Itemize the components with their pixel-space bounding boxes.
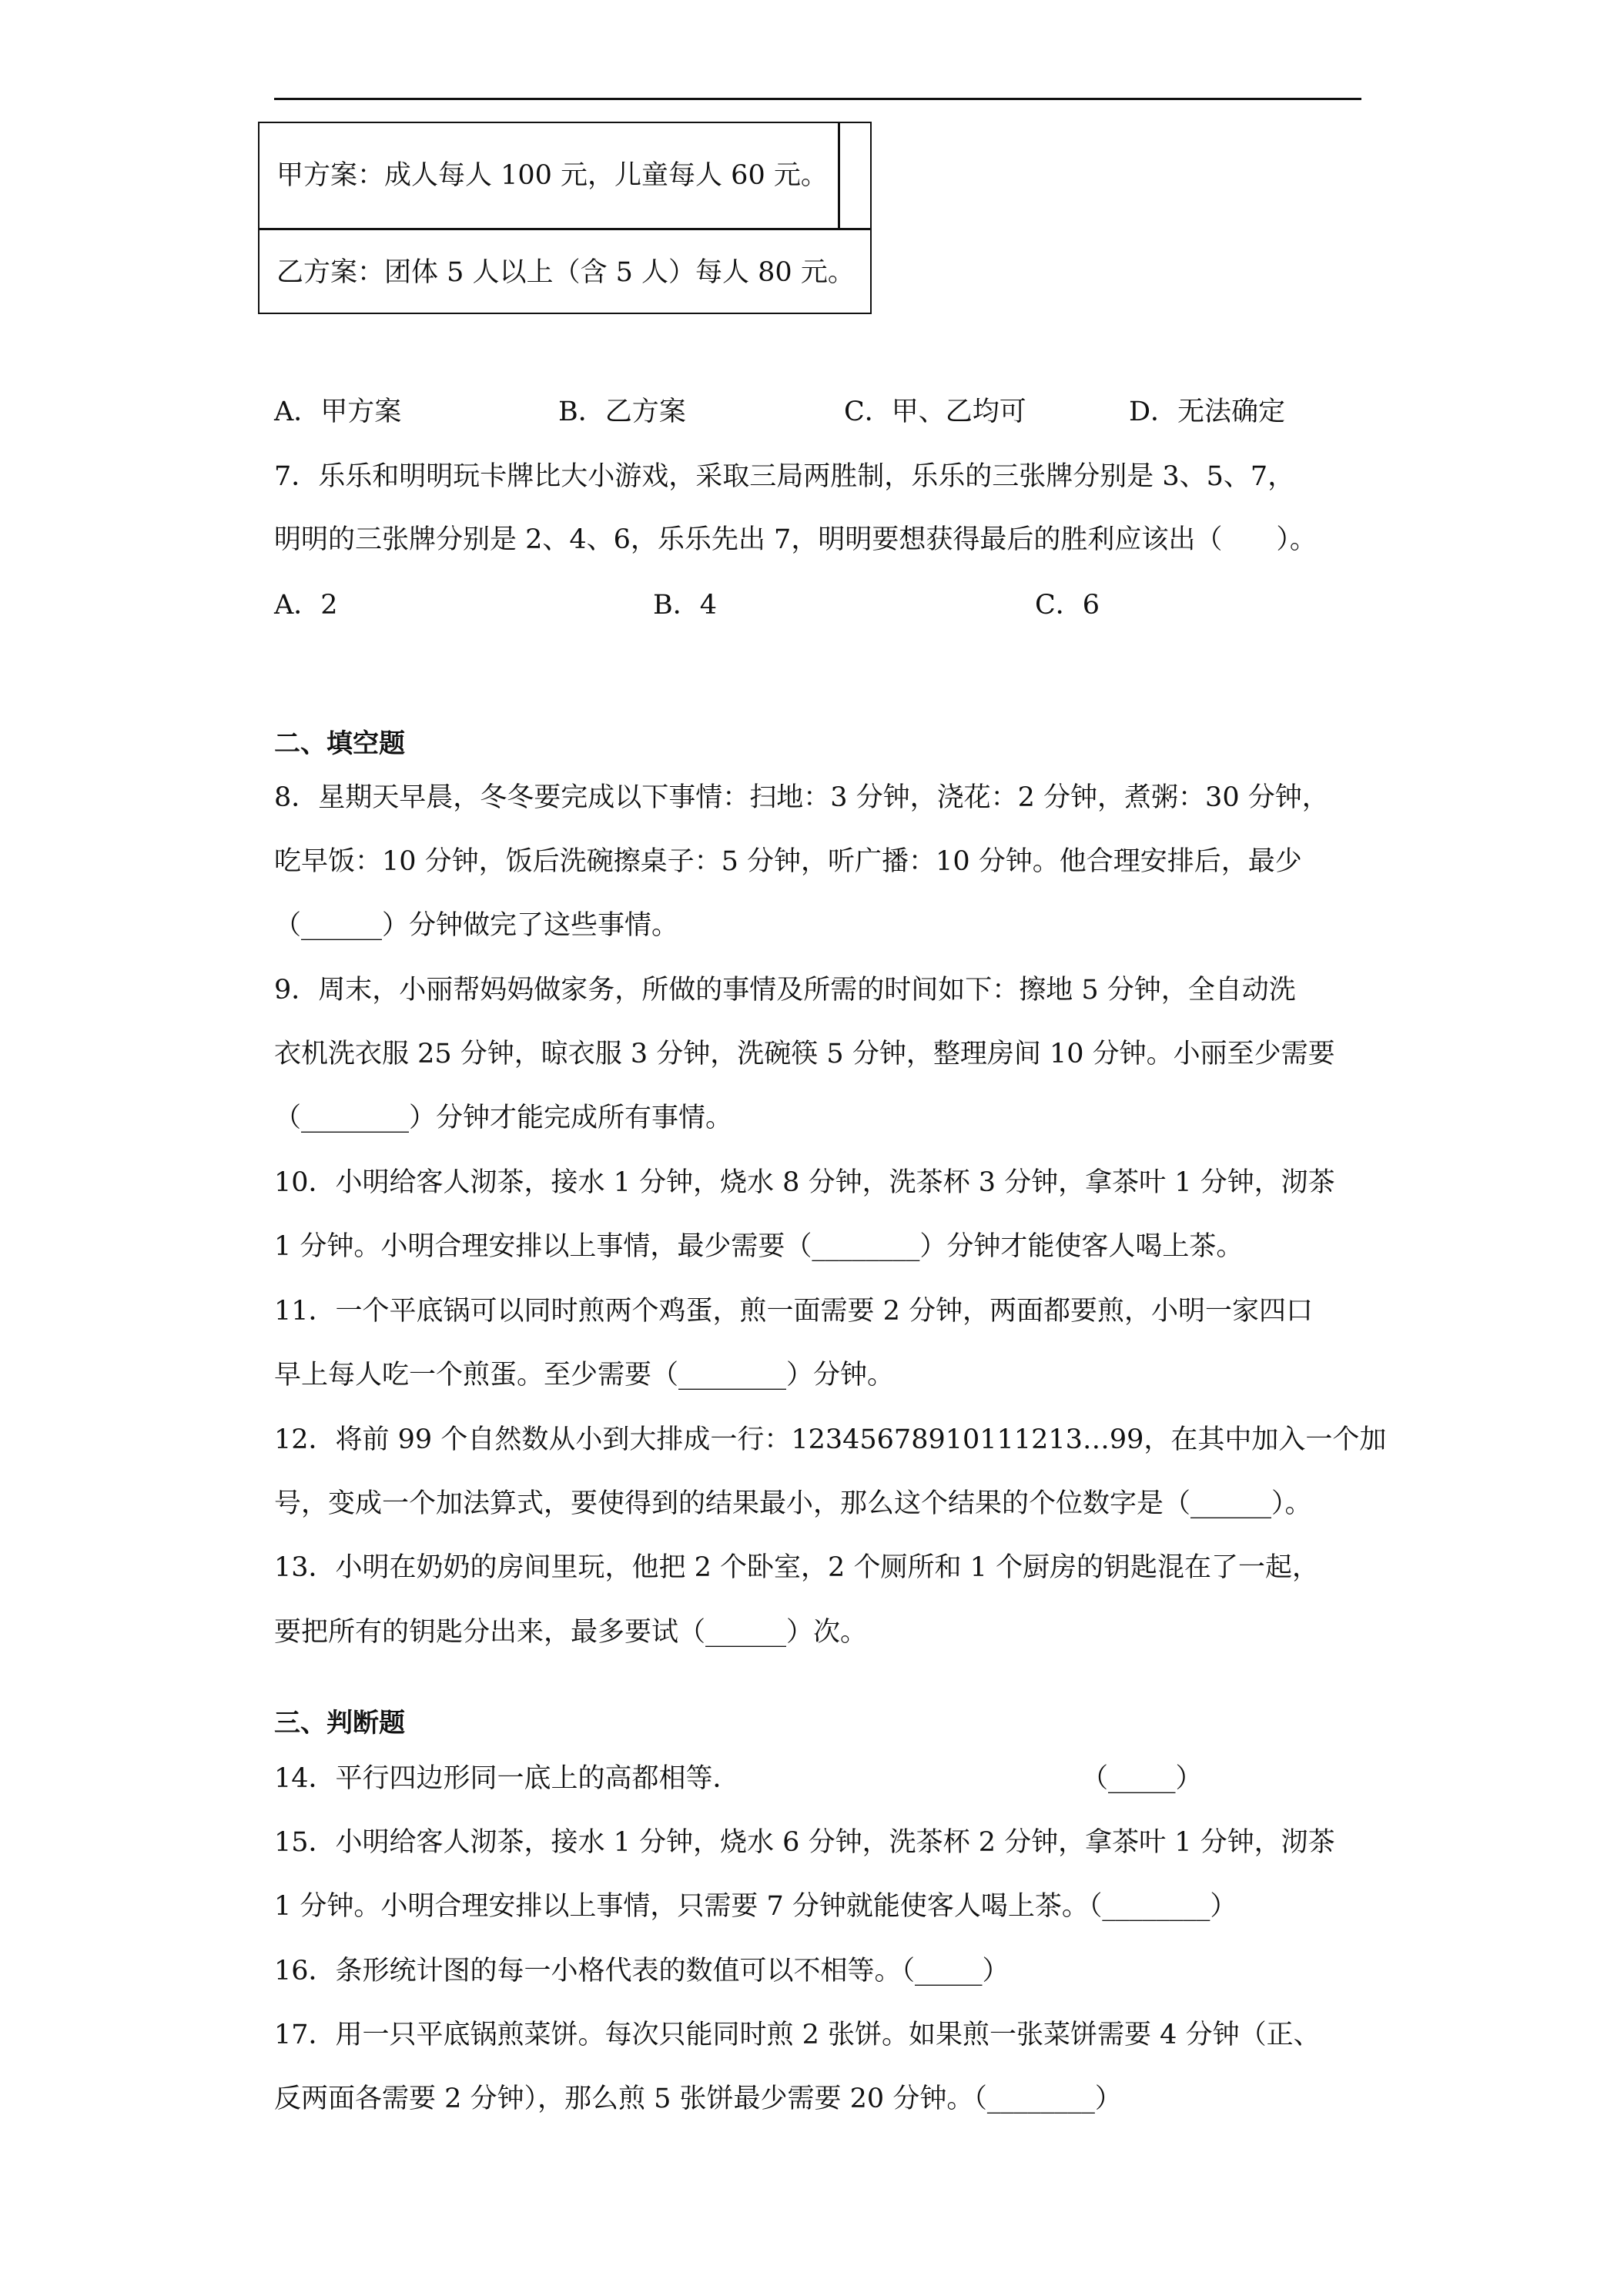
q14-text: 14．平行四边形同一底上的高都相等． [274, 1763, 740, 1794]
q15-line: 1 分钟。小明合理安排以上事情，只需要 7 分钟就能使客人喝上茶。（________） [274, 1891, 1237, 1922]
q9-line: （________）分钟才能完成所有事情。 [274, 1103, 733, 1133]
q17-line: 反两面各需要 2 分钟），那么煎 5 张饼最少需要 20 分钟。（________） [274, 2083, 1122, 2114]
plan-b-text: 乙方案：团体 5 人以上（含 5 人）每人 80 元。 [276, 257, 855, 288]
q13-line: 13．小明在奶奶的房间里玩，他把 2 个卧室，2 个厕所和 1 个厨房的钥匙混在了一起， [274, 1552, 1319, 1583]
q16-text: 16．条形统计图的每一小格代表的数值可以不相等。（_____） [274, 1956, 1010, 1986]
q12-line: 12．将前 99 个自然数从小到大排成一行：12345678910111213…99，在其中加入一个加 [274, 1424, 1387, 1455]
q17-line: 17．用一只平底锅煎菜饼。每次只能同时煎 2 张饼。如果煎一张菜饼需要 4 分钟（正、 [274, 2020, 1321, 2050]
plan-table [258, 122, 872, 314]
q10-line: 1 分钟。小明合理安排以上事情，最少需要（________）分钟才能使客人喝上茶。 [274, 1231, 1244, 1262]
header-rule [274, 98, 1361, 100]
q9-line: 衣机洗衣服 25 分钟，晾衣服 3 分钟，洗碗筷 5 分钟，整理房间 10 分钟。小丽至少需要 [274, 1039, 1335, 1069]
section-title: 三、判断题 [274, 1708, 405, 1739]
q10-line: 10．小明给客人沏茶，接水 1 分钟，烧水 8 分钟，洗茶杯 3 分钟，拿茶叶 1 分钟，沏茶 [274, 1167, 1335, 1198]
q12-line: 号，变成一个加法算式，要使得到的结果最小，那么这个结果的个位数字是（______）。 [274, 1488, 1312, 1519]
q15-line: 15．小明给客人沏茶，接水 1 分钟，烧水 6 分钟，洗茶杯 2 分钟，拿茶叶 1 分钟，沏茶 [274, 1827, 1335, 1858]
plan-a-text: 甲方案：成人每人 100 元，儿童每人 60 元。 [276, 160, 828, 191]
q6-option-c: C．甲、乙均可 [844, 397, 1026, 427]
q6-option-d: D．无法确定 [1129, 397, 1286, 427]
q9-line: 9．周末，小丽帮妈妈做家务，所做的事情及所需的时间如下：擦地 5 分钟，全自动洗 [274, 975, 1296, 1006]
q8-line: 吃早饭：10 分钟，饭后洗碗擦桌子：5 分钟，听广播：10 分钟。他合理安排后，最少 [274, 846, 1302, 877]
q7-option-a: A．2 [274, 590, 338, 621]
q7-option-c: C．6 [1035, 590, 1100, 621]
q7-line: 7．乐乐和明明玩卡牌比大小游戏，采取三局两胜制，乐乐的三张牌分别是 3、5、7， [274, 461, 1295, 492]
q7-line: 明明的三张牌分别是 2、4、6，乐乐先出 7，明明要想获得最后的胜利应该出（ ）。 [274, 524, 1317, 555]
q8-line: 8．星期天早晨，冬冬要完成以下事情：扫地：3 分钟，浇花：2 分钟，煮粥：30 分钟， [274, 782, 1329, 813]
section-title: 二、填空题 [274, 728, 405, 759]
q14-answer-blank: （_____） [1081, 1763, 1203, 1794]
q8-line: （______）分钟做完了这些事情。 [274, 910, 679, 941]
q11-line: 早上每人吃一个煎蛋。至少需要（________）分钟。 [274, 1360, 895, 1391]
q11-line: 11．一个平底锅可以同时煎两个鸡蛋，煎一面需要 2 分钟，两面都要煎，小明一家四口 [274, 1296, 1314, 1327]
q6-option-b: B．乙方案 [558, 397, 686, 427]
q6-option-a: A．甲方案 [274, 397, 402, 427]
table-divider [838, 123, 840, 228]
table-divider [260, 228, 870, 230]
q7-option-b: B．4 [653, 590, 717, 621]
q13-line: 要把所有的钥匙分出来，最多要试（______）次。 [274, 1617, 868, 1648]
